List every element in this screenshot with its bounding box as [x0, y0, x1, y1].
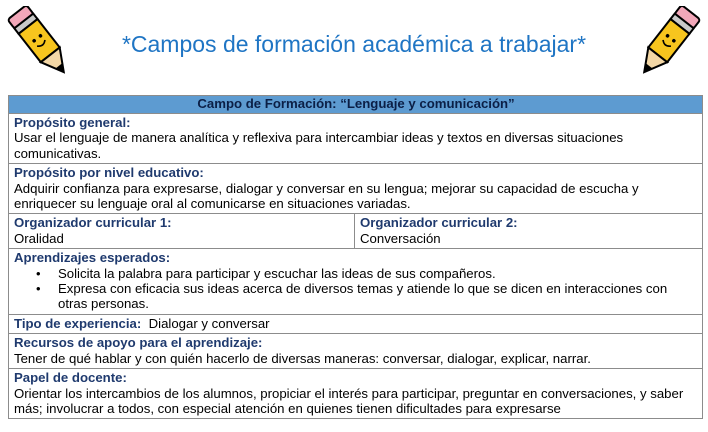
formation-table: [8, 95, 703, 419]
table-header-row: [9, 96, 703, 114]
papel-docente-label: Papel de docente:: [14, 370, 127, 386]
tipo-experiencia-row: [9, 314, 703, 333]
proposito-nivel-row: [9, 164, 703, 214]
organizador-1-value: Oralidad: [14, 230, 64, 246]
papel-docente-text: Orientar los intercambios de los alumnos, propiciar el interés para participar, preguntar en conversaciones, y saber más; involucrar a todos, con especial atención en quienes tienen dificultades para expresarse: [14, 385, 684, 416]
organizador-2-value: Conversación: [360, 230, 441, 246]
organizador-1-label: Organizador curricular 1:: [14, 215, 172, 231]
proposito-general-label: Propósito general:: [14, 115, 131, 130]
proposito-nivel-label: Propósito por nivel educativo:: [14, 165, 204, 181]
proposito-general-text: Usar el lenguaje de manera analítica y reflexiva para intercambiar ideas y textos en diversas situaciones comunicativas.: [14, 130, 624, 161]
aprendizajes-label: Aprendizajes esperados:: [14, 250, 171, 266]
aprendizajes-row: [9, 249, 703, 315]
organizador-2-label: Organizador curricular 2:: [360, 215, 518, 231]
tipo-experiencia-label: Tipo de experiencia:: [14, 315, 142, 331]
aprendizajes-list: [14, 266, 698, 312]
list-item: • Solicita la palabra para participar y escuchar las ideas de sus compañeros.: [58, 266, 698, 281]
recursos-label: Recursos de apoyo para el aprendizaje:: [14, 335, 263, 351]
recursos-text: Tener de qué hablar y con quién hacerlo de diversas maneras: conversar, dialogar, explicar, narrar.: [14, 350, 591, 366]
papel-docente-row: [9, 369, 703, 419]
page-title: *Campos de formación académica a trabajar*: [121, 31, 587, 57]
organizadores-row: [9, 214, 703, 249]
list-item: • Expresa con eficacia sus ideas acerca de diversos temas y atiende lo que se dicen en interacciones con otras personas.: [58, 281, 698, 312]
proposito-nivel-text: Adquirir confianza para expresarse, dialogar y conversar en su lengua; mejorar su capacidad de escucha y enriquecer su lenguaje oral al comunicarse en situaciones variadas.: [14, 180, 639, 212]
table-header: Campo de Formación: “Lenguaje y comunicación”: [9, 96, 703, 114]
tipo-experiencia-value: Dialogar y conversar: [148, 315, 270, 331]
recursos-row: [9, 334, 703, 369]
proposito-general-row: [9, 114, 703, 164]
